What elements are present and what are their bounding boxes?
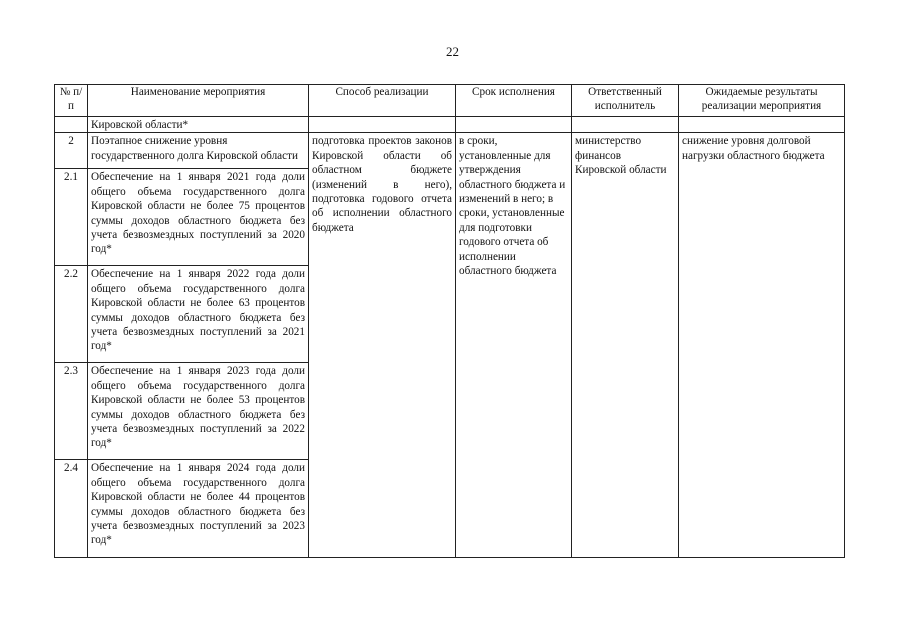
header-num: № п/п xyxy=(55,85,88,117)
row-num: 2.1 xyxy=(55,169,88,266)
row-num: 2.4 xyxy=(55,460,88,558)
row-num: 2 xyxy=(55,133,88,169)
row-name: Обеспечение на 1 января 2024 года доли общего объема государственного долга Кировской области не более 44 процентов суммы доходов областного бюджета без учета безвозмездных поступлений за 2023 год* xyxy=(88,460,309,558)
row-name: Поэтапное снижение уровня государственного долга Кировской области xyxy=(88,133,309,169)
continuation-empty-cell xyxy=(572,117,679,133)
continuation-empty-cell xyxy=(309,117,456,133)
header-deadline: Срок исполнения xyxy=(456,85,572,117)
results-cell: снижение уровня долговой нагрузки областного бюджета xyxy=(679,133,845,558)
header-responsible: Ответственный исполнитель xyxy=(572,85,679,117)
table-row xyxy=(55,133,845,169)
row-name: Обеспечение на 1 января 2022 года доли общего объема государственного долга Кировской области не более 63 процентов суммы доходов областного бюджета без учета безвозмездных поступлений за 2021 год* xyxy=(88,266,309,363)
continuation-name: Кировской области* xyxy=(88,117,309,133)
measures-table xyxy=(54,84,845,558)
page-number: 22 xyxy=(446,44,459,59)
row-num: 2.3 xyxy=(55,363,88,460)
deadline-cell: в сроки, установленные для утверждения областного бюджета и изменений в него; в сроки, установленные для подготовки годового отчета об исполнении областного бюджета xyxy=(456,133,572,558)
responsible-cell: министерство финансов Кировской области xyxy=(572,133,679,558)
header-row xyxy=(55,85,845,117)
continuation-empty-cell xyxy=(456,117,572,133)
row-num: 2.2 xyxy=(55,266,88,363)
method-cell: подготовка проектов законов Кировской области об областном бюджете (изменений в него), подготовка годового отчета об исполнении областного бюджета xyxy=(309,133,456,558)
row-name: Обеспечение на 1 января 2023 года доли общего объема государственного долга Кировской области не более 53 процентов суммы доходов областного бюджета без учета безвозмездных поступлений за 2022 год* xyxy=(88,363,309,460)
row-name: Обеспечение на 1 января 2021 года доли общего объема государственного долга Кировской области не более 75 процентов суммы доходов областного бюджета без учета безвозмездных поступлений за 2020 год* xyxy=(88,169,309,266)
continuation-row xyxy=(55,117,845,133)
continuation-empty-cell xyxy=(679,117,845,133)
continuation-num xyxy=(55,117,88,133)
header-method: Способ реализации xyxy=(309,85,456,117)
header-results: Ожидаемые результаты реализации мероприятия xyxy=(679,85,845,117)
header-name: Наименование мероприятия xyxy=(88,85,309,117)
